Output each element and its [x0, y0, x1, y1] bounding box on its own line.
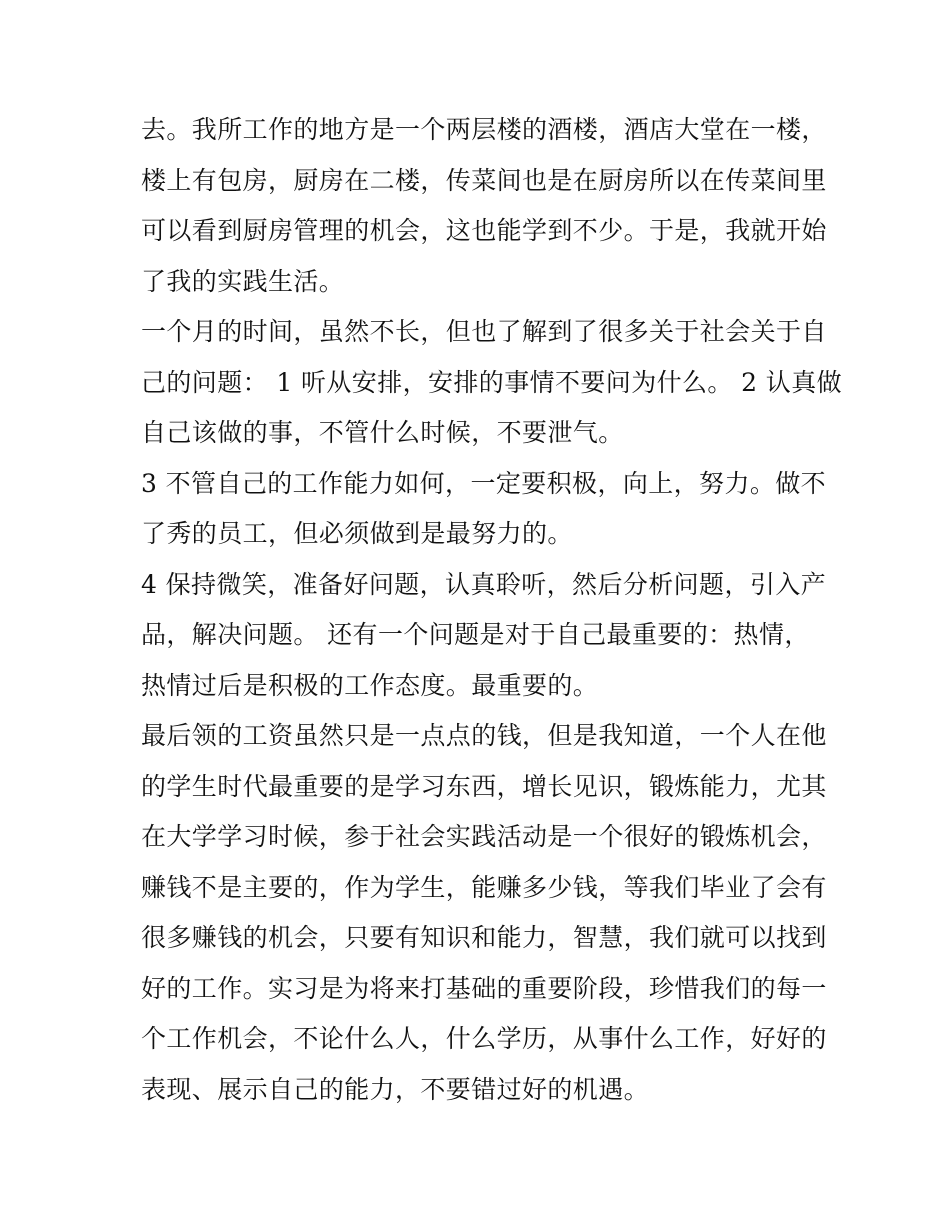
text-line: 可以看到厨房管理的机会，这也能学到不少。于是，我就开始 — [141, 216, 827, 245]
text-line: 了我的实践生活。 — [141, 266, 345, 296]
text-line: 自己该做的事，不管什么时候，不要泄气。 — [141, 418, 624, 447]
text-line: 表现、展示自己的能力，不要错过好的机遇。 — [141, 1074, 650, 1104]
text-line: 很多赚钱的机会，只要有知识和能力，智慧，我们就可以找到 — [141, 923, 827, 952]
text-line: 好的工作。实习是为将来打基础的重要阶段，珍惜我们的每一 — [141, 973, 827, 1003]
text-line: 的学生时代最重要的是学习东西，增长见识，锻炼能力，尤其 — [141, 771, 827, 801]
document-body — [141, 105, 843, 1115]
text-line: 品，解决问题。 还有一个问题是对于自己最重要的：热情， — [141, 620, 810, 649]
text-line: 个工作机会，不论什么人，什么学历，从事什么工作，好好的 — [141, 1024, 827, 1053]
text-line: 了秀的员工，但必须做到是最努力的。 — [141, 519, 573, 548]
text-line: 一个月的时间，虽然不长，但也了解到了很多关于社会关于自 — [141, 317, 827, 346]
text-line: 4 保持微笑，准备好问题，认真聆听，然后分析问题，引入产 — [141, 569, 827, 599]
text-line: 己的问题： 1 听从安排，安排的事情不要问为什么。 2 认真做 — [141, 367, 843, 397]
text-line: 热情过后是积极的工作态度。最重要的。 — [141, 670, 599, 700]
text-line: 在大学学习时候，参于社会实践活动是一个很好的锻炼机会， — [141, 822, 827, 851]
text-line: 最后领的工资虽然只是一点点的钱，但是我知道，一个人在他 — [141, 721, 827, 750]
text-line: 去。我所工作的地方是一个两层楼的酒楼，酒店大堂在一楼， — [141, 115, 827, 144]
text-line: 赚钱不是主要的，作为学生，能赚多少钱，等我们毕业了会有 — [141, 872, 827, 902]
text-line: 楼上有包房，厨房在二楼，传菜间也是在厨房所以在传菜间里 — [141, 165, 827, 195]
text-line: 3 不管自己的工作能力如何，一定要积极，向上，努力。做不 — [141, 468, 827, 498]
